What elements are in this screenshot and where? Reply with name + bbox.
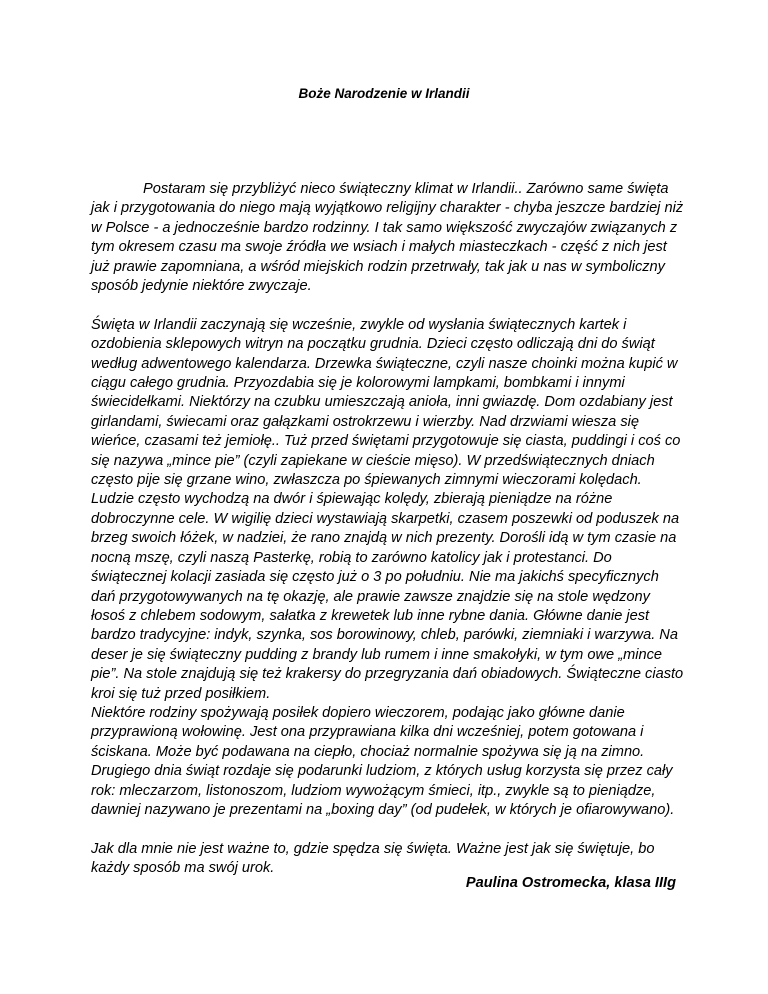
paragraph-intro: Postaram się przybliżyć nieco świąteczny klimat w Irlandii.. Zarówno same święta jak i przygotowania do niego mają wyjątkowo religijny charakter - chyba jeszcze bardziej niż w Polsce - a jednocześnie bardzo rodzinny. I tak samo większość zwyczajów związanych z tym okresem czasu ma swoje źródła we wsiach i małych miasteczkach - część z nich jest już prawie zapomniana, a wśród miejskich rodzin przetrwały, tak jak u nas w symboliczny sposób jedynie niektóre zwyczaje. bbox=[91, 181, 684, 295]
paragraph-traditions: Święta w Irlandii zaczynają się wcześnie, zwykle od wysłania świątecznych kartek i ozdobienia sklepowych witryn na początku grudnia. Dzieci często odliczają dni do świąt według adwentowego kalendarza. Drzewka świąteczne, czyli nasze choinki można kupić w ciągu całego grudnia. Przyozdabia się je kolorowymi lampkami, bombkami i innymi świecidełkami. Niektórzy na czubku umieszczają anioła, inni gwiazdę. Dom ozdabiany jest girlandami, świecami oraz gałązkami ostrokrzewu i wierzby. Nad drzwiami wiesza się wieńce, czasami też jemiołę.. Tuż przed świętami przygotowuje się ciasta, puddingi i coś co się nazywa „mince pie” (czyli zapiekane w cieście mięso). W przedświątecznych dniach często pije się grzane wino, zwłaszcza po śpiewanych zimnymi wieczorami kolędach. Ludzie często wychodzą na dwór i śpiewając kolędy, zbierają pieniądze na różne dobroczynne cele. W wigilię dzieci wystawiają skarpetki, czasem poszewki od poduszek na brzeg swoich łóżek, w nadziei, że rano znajdą w nich prezenty. Dorośli idą w tym czasie na nocną mszę, czyli naszą Pasterkę, robią to zarówno katolicy jak i protestanci. Do świątecznej kolacji zasiada się często już o 3 po południu. Nie ma jakichś specyficznych dań przygotowywanych na tę okazję, ale prawie zawsze znajdzie się na stole wędzony łosoś z chlebem sodowym, sałatka z krewetek lub inne rybne dania. Główne danie jest bardzo tradycyjne: indyk, szynka, sos borowinowy, chleb, parówki, ziemniaki i warzywa. Na deser je się świąteczny pudding z brandy lub rumem i inne smakołyki, w tym owe „mince pie”. Na stole znajdują się też krakersy do przegryzania dań obiadowych. Świąteczne ciasto kroi się tuż przed posiłkiem. bbox=[91, 316, 684, 702]
document-title: Boże Narodzenie w Irlandii bbox=[298, 86, 470, 101]
paragraph-conclusion: Jak dla mnie nie jest ważne to, gdzie spędza się święta. Ważne jest jak się świętuje, bo każdy sposób ma swój urok. bbox=[91, 840, 655, 877]
document-body bbox=[91, 180, 687, 879]
paragraph-dinner: Niektóre rodziny spożywają posiłek dopiero wieczorem, podając jako główne danie przyprawioną wołowinę. Jest ona przyprawiana kilka dni wcześniej, potem gotowana i ściskana. Może być podawana na ciepło, chociaż normalnie spożywa się ją na zimno. Drugiego dnia świąt rozdaje się podarunki ludziom, z których usług korzysta się przez cały rok: mleczarzom, listonoszom, ludziom wywożącym śmieci, itp., zwykle są to pieniądze, dawniej nazywano je prezentami na „boxing day” (od pudełek, w których je ofiarowywano). bbox=[91, 704, 675, 818]
author-signature: Paulina Ostromecka, klasa IIIg bbox=[465, 875, 676, 891]
